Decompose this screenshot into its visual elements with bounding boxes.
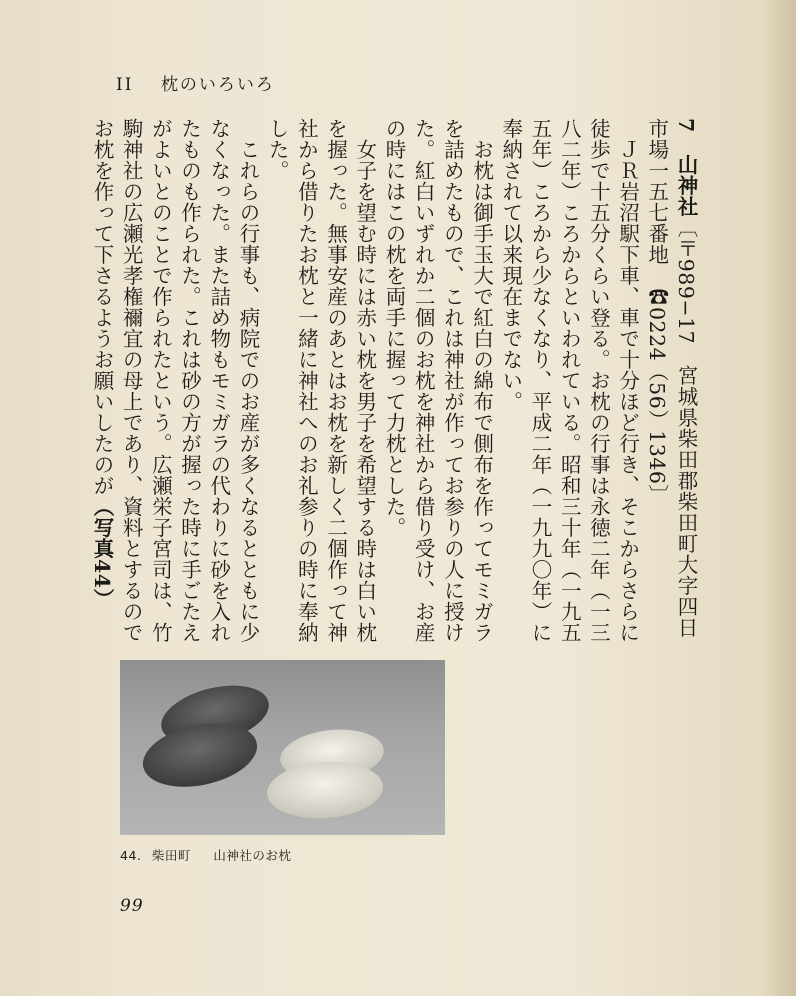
paragraph: ＪＲ岩沼駅下車、車で十分ほど行き、そこからさらに徒歩で十五分くらい登る。お枕の行事は永徳二年（一三八二年）ころからといわれている。昭和三十年（一九五五年）ころから少なくなり、平成二年（一九九〇年）に奉納されて以来現在までない。 <box>498 118 640 643</box>
paragraph-last <box>87 118 262 658</box>
photo-pillows <box>120 660 445 835</box>
caption-subject: 山神社のお枕 <box>213 848 292 863</box>
caption-place: 柴田町 <box>151 848 191 863</box>
page-number: 99 <box>120 896 144 916</box>
paragraph-text: これらの行事も、病院でのお産が多くなるとともに少なくなった。また詰め物もモミガラの代わりに砂を入れたものも作られた。これは砂の方が握った時に手ごたえがよいとのことで作られたという。広瀬栄子宮司は、竹駒神社の広瀬光孝権禰宜の母上であり、資料とするのでお枕を作って下さるようお願いしたのが <box>89 118 260 643</box>
running-head <box>116 70 275 95</box>
chapter-title: 枕のいろいろ <box>160 75 275 95</box>
pillows-illustration <box>120 660 445 835</box>
entry-heading-line <box>642 118 700 658</box>
entry-heading: 7 山神社 <box>674 118 698 217</box>
caption-number: 44. <box>120 848 142 863</box>
gutter-shadow <box>762 0 796 996</box>
entry-address: 〔〒989−17 宮城県柴田郡柴田町大字四日市場一五七番地 ☎0224（56）1346〕 <box>644 118 698 639</box>
chapter-number: II <box>116 75 134 95</box>
vertical-text-body <box>89 118 700 658</box>
photo-reference: （写真44） <box>89 496 114 610</box>
paragraph: お枕は御手玉大で紅白の綿布で側布を作ってモミガラを詰めたもので、これは神社が作ってお参りの人に授けた。紅白いずれか二個のお枕を神社から借り受け、お産の時にはこの枕を両手に握って力枕とした。 <box>381 118 494 643</box>
paragraph: 女子を望む時には赤い枕を男子を希望する時は白い枕を握った。無事安産のあとはお枕を新しく二個作って神社から借りたお枕と一緒に神社へのお礼参りの時に奉納した。 <box>265 118 377 643</box>
photo-caption <box>120 846 291 864</box>
